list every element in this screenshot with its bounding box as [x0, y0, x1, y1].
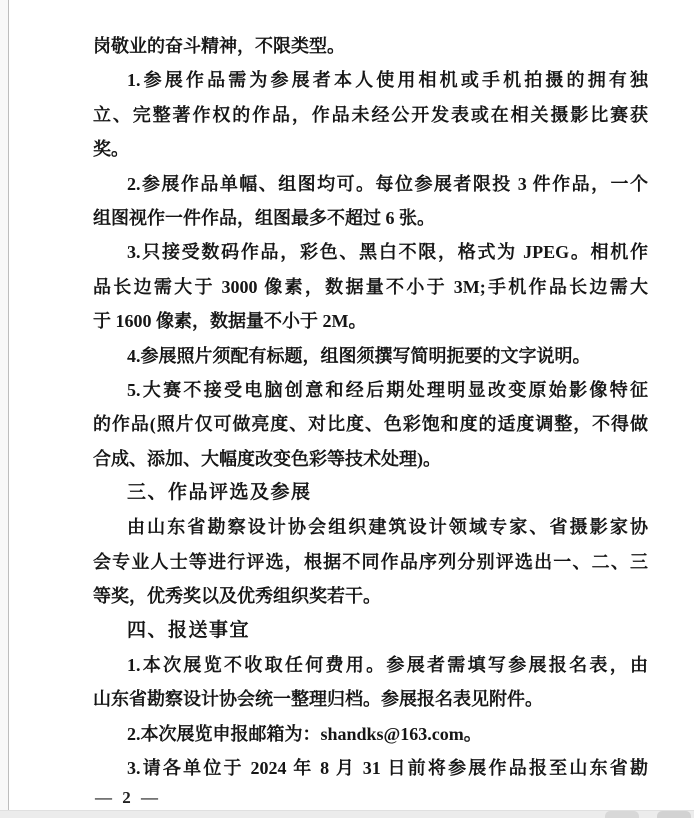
- bottom-tab-sliver-2: [657, 811, 691, 818]
- body-line: 2.参展作品单幅、组图均可。每位参展者限投 3 件作品，一个: [127, 173, 648, 194]
- section-heading-3: 三、作品评选及参展: [127, 482, 312, 504]
- body-line: 3.只接受数码作品，彩色、黑白不限，格式为 JPEG。相机作: [127, 242, 648, 263]
- bottom-tab-sliver-1: [605, 811, 639, 818]
- page-left-edge: [0, 0, 9, 818]
- body-line: 会专业人士等进行评选，根据不同作品序列分别评选出一、二、三: [93, 551, 648, 572]
- body-line: 1.参展作品需为参展者本人使用相机或手机拍摄的拥有独: [127, 70, 648, 91]
- body-line-email: 2.本次展览申报邮箱为：shandks@163.com。: [127, 723, 482, 744]
- body-line: 奖。: [93, 139, 129, 160]
- document-text-block: [93, 29, 648, 786]
- bottom-bar: [0, 810, 694, 818]
- body-line: 的作品(照片仅可做亮度、对比度、色彩饱和度的适度调整，不得做: [93, 414, 648, 435]
- section-heading-4: 四、报送事宜: [127, 619, 251, 641]
- body-line: 于 1600 像素，数据量不小于 2M。: [93, 311, 367, 332]
- body-line: 等奖，优秀奖以及优秀组织奖若干。: [93, 586, 381, 607]
- body-line: 4.参展照片须配有标题，组图须撰写简明扼要的文字说明。: [127, 345, 591, 366]
- body-line: 5.大赛不接受电脑创意和经后期处理明显改变原始影像特征: [127, 379, 648, 400]
- body-line: 1.本次展览不收取任何费用。参展者需填写参展报名表，由: [127, 655, 648, 676]
- body-line: 岗敬业的奋斗精神，不限类型。: [93, 36, 345, 56]
- body-line: 由山东省勘察设计协会组织建筑设计领域专家、省摄影家协: [127, 517, 648, 538]
- body-line: 立、完整著作权的作品，作品未经公开发表或在相关摄影比赛获: [93, 104, 648, 125]
- body-line: 合成、添加、大幅度改变色彩等技术处理)。: [93, 448, 441, 469]
- body-line: 山东省勘察设计协会统一整理归档。参展报名表见附件。: [93, 689, 543, 710]
- body-line: 组图视作一件作品，组图最多不超过 6 张。: [93, 207, 435, 228]
- body-line: 3.请各单位于 2024 年 8 月 31 日前将参展作品报至山东省勘: [127, 758, 648, 779]
- page-number: — 2 —: [95, 788, 161, 807]
- body-line: 品长边需大于 3000 像素，数据量不小于 3M;手机作品长边需大: [93, 276, 648, 297]
